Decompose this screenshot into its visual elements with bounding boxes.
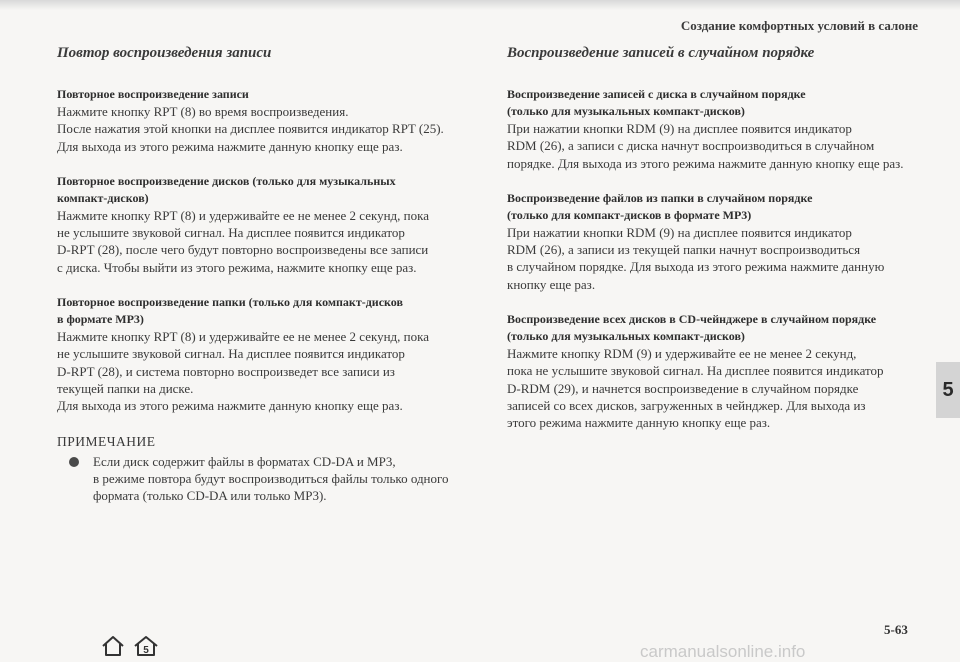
watermark: carmanualsonline.info	[640, 642, 806, 661]
block-body: При нажатии кнопки RDM (9) на дисплее появится индикатор RDM (26), а записи из текущей папки начнут воспроизводиться в случайном порядке. Для выхода из этого режима нажмите данную кнопку еще раз.	[507, 224, 885, 292]
right-block-1	[507, 86, 927, 172]
block-heading: Повторное воспроизведение записи	[57, 87, 249, 101]
left-column	[57, 44, 477, 504]
block-body: Нажмите кнопку RPT (8) во время воспроизведения. После нажатия этой кнопки на дисплее появится индикатор RPT (25). Для выхода из этого режима нажмите данную кнопку еще раз.	[57, 104, 444, 154]
block-body: Нажмите кнопку RPT (8) и удерживайте ее не менее 2 секунд, пока не услышите звуковой сигнал. На дисплее появится индикатор D-RPT (28), и система повторно воспроизведет все записи из текущей папки на диске. Для выхода из этого режима нажмите данную кнопку еще раз.	[57, 329, 430, 414]
note-text: Если диск содержит файлы в форматах CD-DA и MP3, в режиме повтора будут воспроизводиться файлы только одного формата (только CD-DA или только MP3).	[93, 453, 449, 504]
chapter-5-icon-label: 5	[143, 645, 149, 656]
top-band	[0, 0, 960, 10]
left-section-title: Повтор воспроизведения записи	[57, 45, 272, 61]
note	[57, 433, 477, 505]
left-block-2	[57, 173, 477, 276]
block-heading: Воспроизведение файлов из папки в случайном порядке (только для компакт-дисков в формате MP3)	[507, 190, 813, 222]
left-block-3	[57, 294, 477, 414]
bullet-icon	[69, 457, 79, 467]
left-block-1	[57, 86, 477, 155]
note-item	[57, 453, 477, 505]
block-heading: Повторное воспроизведение папки (только для компакт-дисков в формате MP3)	[57, 295, 403, 327]
block-heading: Воспроизведение всех дисков в CD-чейнджере в случайном порядке (только для музыкальных компакт-дисков)	[507, 312, 877, 344]
right-section-title: Воспроизведение записей в случайном порядке	[507, 45, 815, 61]
block-heading: Повторное воспроизведение дисков (только для музыкальных компакт-дисков)	[57, 173, 396, 205]
block-body: При нажатии кнопки RDM (9) на дисплее появится индикатор RDM (26), а записи с диска начнут воспроизводиться в случайном порядке. Для выхода из этого режима нажмите данную кнопку еще раз.	[507, 121, 904, 171]
chapter-tab[interactable]: 5	[936, 362, 960, 418]
home-icon[interactable]	[100, 635, 126, 657]
note-title: ПРИМЕЧАНИЕ	[57, 433, 156, 449]
right-block-2	[507, 190, 927, 293]
right-column	[507, 44, 927, 450]
chapter-5-icon[interactable]	[132, 635, 160, 657]
page-number: 5-63	[884, 622, 908, 637]
nav-icons	[100, 635, 160, 657]
running-header: Создание комфортных условий в салоне	[680, 18, 918, 33]
block-heading: Воспроизведение записей с диска в случайном порядке (только для музыкальных компакт-дисков)	[507, 87, 806, 118]
block-body: Нажмите кнопку RDM (9) и удерживайте ее не менее 2 секунд, пока не услышите звуковой сигнал. На дисплее появится индикатор D-RDM (29), и начнется воспроизведение в случайном порядке записей со всех дисков, загруженных в чейнджер. Для выхода из этого режима нажмите данную кнопку еще раз.	[507, 346, 884, 431]
right-block-3	[507, 311, 927, 431]
block-body: Нажмите кнопку RPT (8) и удерживайте ее не менее 2 секунд, пока не услышите звуковой сигнал. На дисплее появится индикатор D-RPT (28), после чего будут повторно воспроизведены все записи с диска. Чтобы выйти из этого режима, нажмите кнопку еще раз.	[57, 207, 430, 275]
